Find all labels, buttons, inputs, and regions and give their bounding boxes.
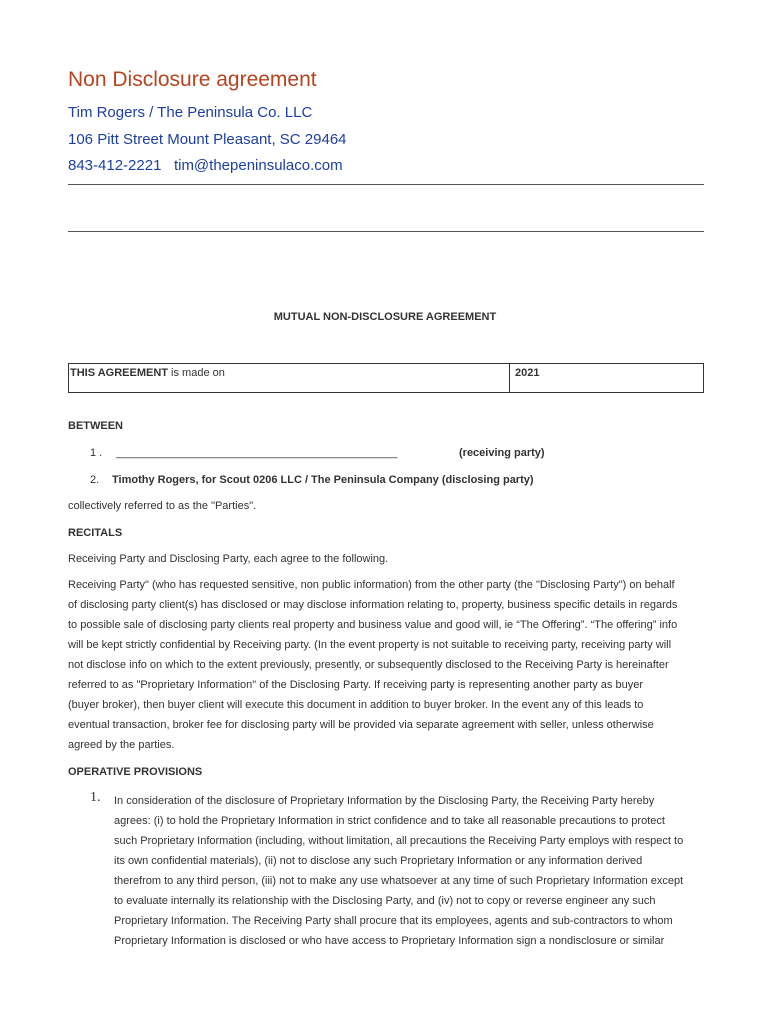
item1-number: 1. xyxy=(90,790,101,805)
divider-top xyxy=(68,184,704,185)
agreement-title: MUTUAL NON-DISCLOSURE AGREEMENT xyxy=(273,311,497,323)
operative-heading: OPERATIVE PROVISIONS xyxy=(68,766,203,778)
recitals-body: Receiving Party" (who has requested sensitive, non public information) from the other party (the "Disclosing Party") on behalf of disclosing party client(s) has disclosed or may disclose information relating to, property, business specific details in regards to possible sale of disclosing party clients real property and business value and good will, ie “The Offering”. “The offering” info will be kept strictly confidential by Receiving party. (In the event property is not suitable to receiving party, receiving party will not disclose info on which to the extent previously, presently, or subsequently disclosed to the Receiving Party is hereinafter referred to as "Proprietary Information" of the Disclosing Party. If receiving party is representing another party as buyer (buyer broker), then buyer client will execute this document in addition to buyer broker. In the event any of this leads to eventual transaction, broker fee for disclosing party will be provided via separate agreement with seller, unless otherwise agreed by the parties. xyxy=(68,579,678,751)
party2-text: Timothy Rogers, for Scout 0206 LLC / The Peninsula Company (disclosing party) xyxy=(112,474,534,486)
party1-blank: ______________________________________________ xyxy=(116,447,398,459)
recitals-heading: RECITALS xyxy=(68,527,123,539)
agreement-year: 2021 xyxy=(515,367,540,379)
item1-text: In consideration of the disclosure of Proprietary Information by the Disclosing Party, the Receiving Party hereby agrees: (i) to hold the Proprietary Information in strict confidence and to take all reasonable precautions to protect such Proprietary Information (including, without limitation, all precautions the Receiving Party employs with respect to its own confidential materials), (ii) not to disclose any such Proprietary Information or any information derived therefrom to any third person, (iii) not to make any use whatsoever at any time of such Proprietary Information except to evaluate internally its relationship with the Disclosing Party, and (iv) not to copy or reverse engineer any such Proprietary Information. The Receiving Party shall procure that its employees, agents and sub-contractors to whom Proprietary Information is disclosed or who have access to Proprietary Information sign a nondisclosure or similar xyxy=(114,795,684,947)
between-heading: BETWEEN xyxy=(68,420,123,432)
divider-bottom xyxy=(68,231,704,232)
address: 106 Pitt Street Mount Pleasant, SC 29464 xyxy=(68,131,347,148)
agreement-date-table xyxy=(68,363,704,393)
collective-note: collectively referred to as the "Parties". xyxy=(68,500,257,512)
party1-role: (receiving party) xyxy=(459,447,545,459)
phone: 843-412-2221 xyxy=(68,157,162,174)
contact-name: Tim Rogers / The Peninsula Co. LLC xyxy=(68,104,313,121)
email: tim@thepeninsulaco.com xyxy=(173,157,343,174)
party1-number: 1 . xyxy=(90,447,103,459)
party2-number: 2. xyxy=(90,474,100,486)
recitals-intro: Receiving Party and Disclosing Party, each agree to the following. xyxy=(68,553,389,565)
document-title: Non Disclosure agreement xyxy=(68,68,317,91)
contact-line xyxy=(68,157,343,174)
agreement-date-label: THIS AGREEMENT is made on xyxy=(69,364,510,392)
